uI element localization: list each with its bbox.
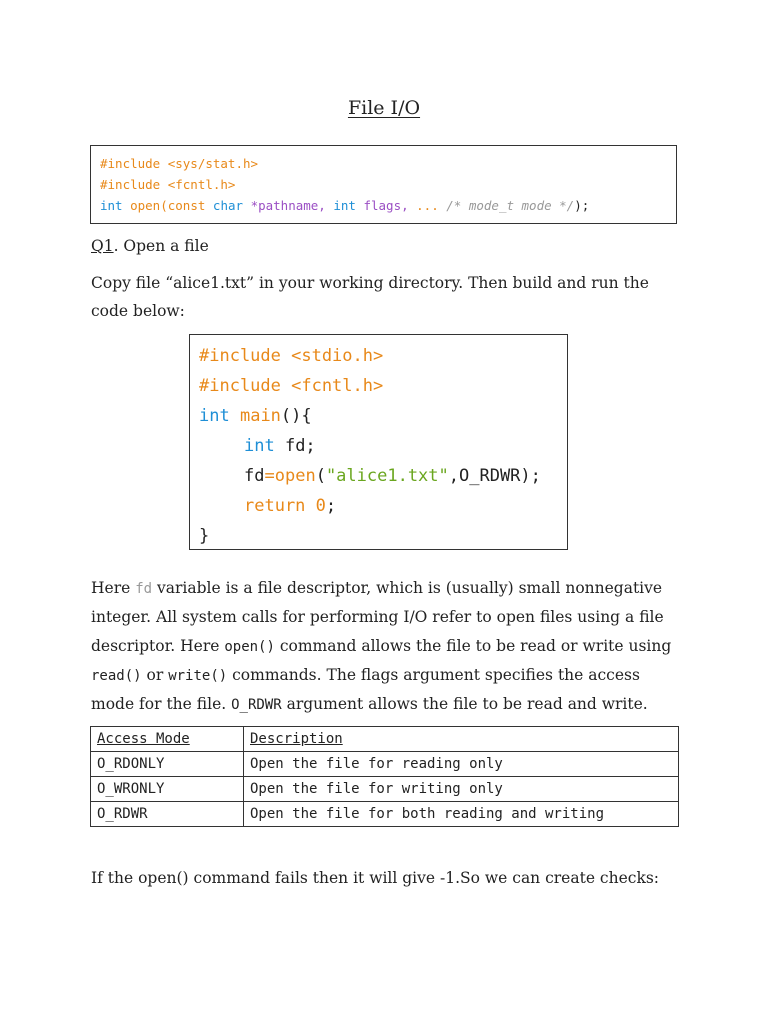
code-token: ...	[416, 198, 447, 213]
page-title: File I/O	[347, 97, 421, 119]
table-cell: O_WRONLY	[91, 777, 244, 802]
code-token: fd	[244, 466, 265, 486]
table-row	[91, 802, 679, 827]
text-run: or	[141, 665, 169, 684]
code-token: return	[244, 496, 306, 516]
access-mode-table	[90, 726, 679, 827]
code-line: }	[199, 526, 210, 546]
code-line	[199, 491, 558, 521]
code-token: int	[333, 198, 356, 213]
table-cell: O_RDWR	[91, 802, 244, 827]
code-line: #include <sys/stat.h>	[100, 156, 259, 171]
code-line	[199, 461, 558, 491]
inline-code: open()	[224, 638, 275, 655]
code-token: main	[239, 406, 281, 426]
code-line	[199, 431, 558, 461]
text-run: command allows the file to be read or write using	[274, 636, 672, 655]
text-run: argument allows the file to be read and write.	[281, 695, 648, 714]
code-token: const	[167, 198, 206, 213]
code-token: int	[100, 198, 123, 213]
code-line	[100, 195, 667, 216]
table-header-row	[91, 727, 679, 752]
question-title: . Open a file	[113, 237, 209, 255]
code-token: *	[250, 198, 259, 213]
code-line: #include <stdio.h>	[199, 346, 384, 366]
code-token: char	[212, 198, 244, 213]
code-line	[199, 401, 558, 431]
code-token: open	[274, 466, 316, 486]
code-token: int	[244, 436, 275, 456]
intro-paragraph: Copy file “alice1.txt” in your working directory. Then build and run the code below:	[91, 274, 649, 321]
question-label: Q1	[91, 237, 114, 255]
code-token: fd;	[274, 436, 316, 456]
table-cell: Open the file for both reading and writing	[244, 802, 679, 827]
code-token: ;	[325, 496, 337, 516]
inline-code: fd	[135, 581, 153, 597]
text-run: variable is a file descriptor, which is (usually) small nonnegative integer. All system calls for performing I/O refer to open files using a file descriptor. Here	[91, 579, 664, 655]
code-string: "alice1.txt"	[325, 466, 449, 486]
code-token: 0	[315, 496, 326, 516]
table-cell: O_RDONLY	[91, 752, 244, 777]
description-paragraph	[91, 574, 681, 719]
closing-paragraph: If the open() command fails then it will give -1.So we can create checks:	[91, 869, 660, 887]
inline-code: O_RDWR	[231, 697, 282, 714]
inline-code: read()	[91, 667, 142, 684]
prototype-code-block	[90, 145, 677, 224]
code-token: (){	[280, 406, 312, 426]
code-token: flags,	[363, 198, 417, 213]
code-line: #include <fcntl.h>	[100, 177, 236, 192]
table-header-cell: Description	[244, 727, 679, 752]
code-token: =	[264, 466, 275, 486]
main-code-block	[189, 334, 568, 550]
table-header-cell: Access Mode	[91, 727, 244, 752]
code-token: open	[130, 198, 161, 213]
code-token: );	[574, 198, 590, 213]
code-token: (	[315, 466, 326, 486]
text-run: Here	[91, 579, 136, 597]
table-cell: Open the file for reading only	[244, 752, 679, 777]
code-token: pathname,	[258, 198, 334, 213]
table-row	[91, 752, 679, 777]
code-token: int	[199, 406, 230, 426]
table-cell: Open the file for writing only	[244, 777, 679, 802]
question-heading	[91, 232, 681, 260]
code-comment: /* mode_t mode */	[446, 198, 575, 213]
code-token: (	[160, 198, 168, 213]
inline-code: write()	[168, 667, 228, 684]
code-token: ,O_RDWR);	[448, 466, 541, 486]
code-line: #include <fcntl.h>	[199, 376, 384, 396]
text-run: commands. The flags argument specifies the access mode for the file.	[91, 665, 640, 714]
table-row	[91, 777, 679, 802]
